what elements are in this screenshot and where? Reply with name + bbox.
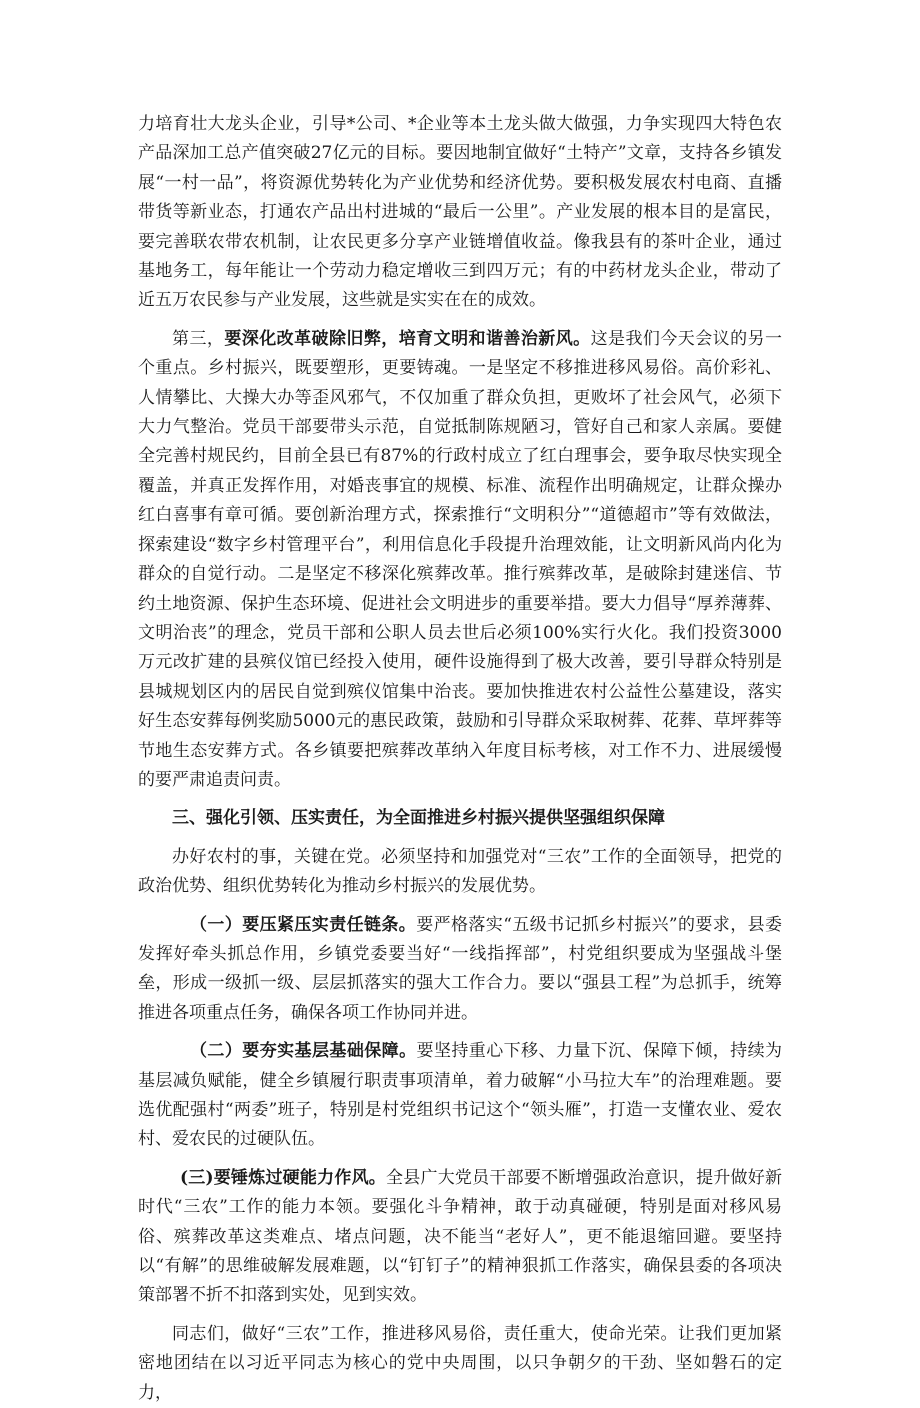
- subpoint-body: 要坚持重心下移、力量下沉、保障下倾，持续为基层减负赋能，健全乡镇履行职责事项清单，着力破解“小马拉大车”的治理难题。要选优配强村“两委”班子，特别是村党组织书记这个“领头雁”，打造一支懂农业、爱农村、爱农民的过硬队伍。: [138, 1041, 782, 1150]
- document-body: [138, 110, 782, 1408]
- paragraph-closing: 同志们，做好“三农”工作，推进移风易俗，责任重大，使命光荣。让我们更加紧密地团结在以习近平同志为核心的党中央周围，以只争朝夕的干劲、坚如磐石的定力，: [138, 1323, 782, 1403]
- section-heading-3: 三、强化引领、压实责任，为全面推进乡村振兴提供坚强组织保障: [172, 808, 665, 829]
- paragraph-industry: 力培育壮大龙头企业，引导*公司、*企业等本土龙头做大做强，力争实现四大特色农产品深加工总产值突破27亿元的目标。要因地制宜做好“土特产”文章，支持各乡镇发展“一村一品”，将资源优势转化为产业优势和经济优势。要积极发展农村电商、直播带货等新业态，打通农产品出村进城的“最后一公里”。产业发展的根本目的是富民，要完善联农带农机制，让农民更多分享产业链增值收益。像我县有的茶叶企业，通过基地务工，每年能让一个劳动力稳定增收三到四万元；有的中药材龙头企业，带动了近五万农民参与产业发展，这些就是实实在在的成效。: [138, 114, 782, 311]
- subpoint-body: 要严格落实“五级书记抓乡村振兴”的要求，县委发挥好牵头抓总作用，乡镇党委要当好“一线指挥部”，村党组织要成为坚强战斗堡垒，形成一级抓一级、层层抓落实的强大工作合力。要以“强县工程”为总抓手，统筹推进各项重点任务，确保各项工作协同并进。: [138, 914, 782, 1023]
- subpoint-title: （一）要压紧压实责任链条。: [190, 914, 417, 935]
- paragraph-bold-lead: 要深化改革破除旧弊，培育文明和谐善治新风。: [224, 328, 591, 349]
- subpoint-title: (三)要锤炼过硬能力作风。: [180, 1167, 387, 1188]
- paragraph-lead: 第三，: [172, 328, 225, 349]
- paragraph-subpoint-1: [138, 911, 782, 1029]
- paragraph-third-point: [138, 325, 782, 796]
- paragraph-subpoint-3: [138, 1164, 782, 1311]
- paragraph-subpoint-2: [138, 1037, 782, 1155]
- subpoint-title: （二）要夯实基层基础保障。: [190, 1041, 417, 1062]
- paragraph-party-leadership: 办好农村的事，关键在党。必须坚持和加强党对“三农”工作的全面领导，把党的政治优势、组织优势转化为推动乡村振兴的发展优势。: [138, 846, 782, 897]
- paragraph-body: 这是我们今天会议的另一个重点。乡村振兴，既要塑形，更要铸魂。一是坚定不移推进移风易俗。高价彩礼、人情攀比、大操大办等歪风邪气，不仅加重了群众负担，更败坏了社会风气，必须下大力气整治。党员干部要带头示范，自觉抵制陈规陋习，管好自己和家人亲属。要健全完善村规民约，目前全县已有87%的行政村成立了红白理事会，要争取尽快实现全覆盖，并真正发挥作用，对婚丧事宜的规模、标准、流程作出明确规定，让群众操办红白喜事有章可循。要创新治理方式，探索推行“文明积分”“道德超市”等有效做法，探索建设“数字乡村管理平台”，利用信息化手段提升治理效能，让文明新风尚内化为群众的自觉行动。二是坚定不移深化殡葬改革。推行殡葬改革，是破除封建迷信、节约土地资源、保护生态环境、促进社会文明进步的重要举措。要大力倡导“厚养薄葬、文明治丧”的理念，党员干部和公职人员去世后必须100%实行火化。我们投资3000万元改扩建的县殡仪馆已经投入使用，硬件设施得到了极大改善，要引导群众特别是县城规划区内的居民自觉到殡仪馆集中治丧。要加快推进农村公益性公墓建设，落实好生态安葬每例奖励5000元的惠民政策，鼓励和引导群众采取树葬、花葬、草坪葬等节地生态安葬方式。各乡镇要把殡葬改革纳入年度目标考核，对工作不力、进展缓慢的要严肃追责问责。: [138, 328, 783, 790]
- subpoint-body: 全县广大党员干部要不断增强政治意识，提升做好新时代“三农”工作的能力本领。要强化斗争精神，敢于动真碰硬，特别是面对移风易俗、殡葬改革这类难点、堵点问题，决不能当“老好人”，更不能退缩回避。要坚持以“有解”的思维破解发展难题，以“钉钉子”的精神狠抓工作落实，确保县委的各项决策部署不折不扣落到实处，见到实效。: [138, 1167, 782, 1306]
